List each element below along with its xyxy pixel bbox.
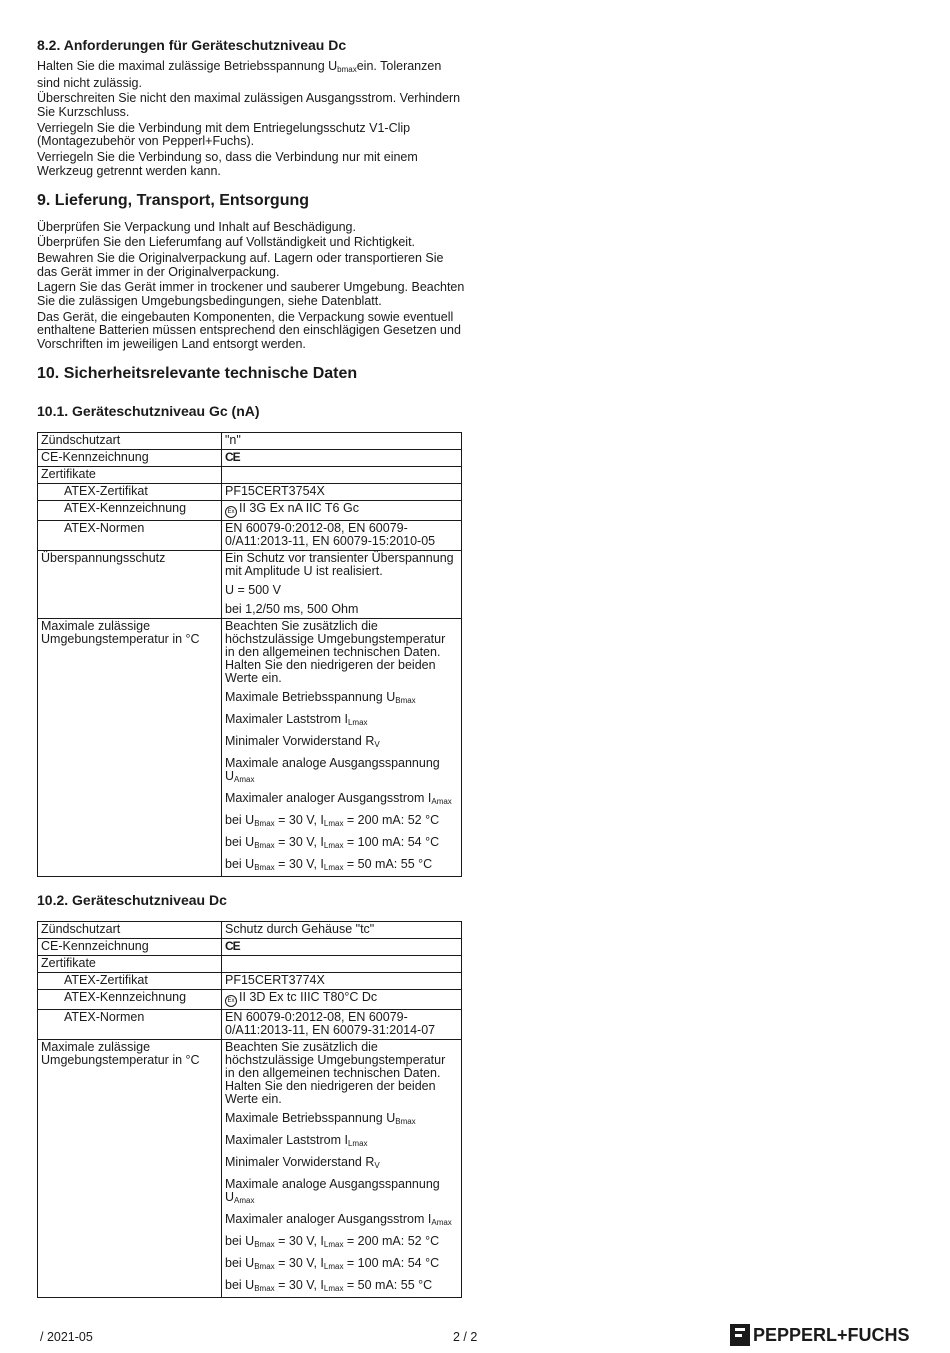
- table-row: [38, 432, 462, 449]
- table-value: [222, 1039, 462, 1297]
- subscript: Amax: [234, 774, 255, 784]
- table-key: Maximale zulässige Umgebungstemperatur in °C: [38, 618, 222, 876]
- text: Beachten Sie zusätzlich die höchstzulässige Umgebungstemperatur in den allgemeinen technischen Daten. Halten Sie den niedrigeren der beiden Werte ein.: [225, 618, 446, 685]
- table-row: [38, 500, 462, 520]
- paragraph: Das Gerät, die eingebauten Komponenten, die Verpackung sowie eventuell enthaltene Batterien müssen entsprechend den einschlägigen Gesetzen und Vorschriften im jeweiligen Land entsorgt werden.: [37, 309, 461, 351]
- text: = 30 V, I: [274, 856, 324, 871]
- text: = 100 mA: 54 °C: [343, 834, 440, 849]
- text: [225, 1213, 457, 1229]
- table-value: [222, 955, 462, 972]
- text: [225, 735, 457, 751]
- text: [225, 1279, 457, 1295]
- text: Minimaler Vorwiderstand R: [225, 1154, 375, 1169]
- subscript: Bmax: [254, 1261, 275, 1271]
- text: [225, 757, 457, 786]
- paragraph: Verriegeln Sie die Verbindung so, dass die Verbindung nur mit einem Werkzeug getrennt werden kann.: [37, 150, 418, 178]
- footer-date: / 2021-05: [40, 1330, 93, 1344]
- text: = 50 mA: 55 °C: [343, 1277, 433, 1292]
- table-value: EN 60079-0:2012-08, EN 60079-0/A11:2013-11, EN 60079-31:2014-07: [222, 1009, 462, 1039]
- subscript: Lmax: [347, 717, 368, 727]
- text: bei U: [225, 1277, 255, 1292]
- text: = 200 mA: 52 °C: [343, 812, 440, 827]
- section-8-2-heading: 8.2. Anforderungen für Geräteschutzniveau Dc: [37, 37, 347, 53]
- text: [225, 836, 457, 852]
- table-key: Zertifikate: [38, 955, 222, 972]
- table-value: Schutz durch Gehäuse "tc": [222, 921, 462, 938]
- subscript: Bmax: [254, 1283, 275, 1293]
- ce-mark-icon: CE: [225, 938, 240, 953]
- page-number: 2 / 2: [453, 1330, 478, 1344]
- text: Maximaler Laststrom I: [225, 711, 348, 726]
- text: = 30 V, I: [274, 1233, 324, 1248]
- table-value: [222, 449, 462, 466]
- section-9-heading: 9. Lieferung, Transport, Entsorgung: [37, 191, 310, 209]
- subscript: Bmax: [254, 840, 275, 850]
- table-row: [38, 989, 462, 1009]
- brand-logo: [730, 1323, 910, 1347]
- subscript: bmax: [337, 65, 357, 74]
- table-value: PF15CERT3754X: [222, 483, 462, 500]
- table-key: ATEX-Normen: [38, 1009, 222, 1039]
- subscript: Amax: [431, 796, 452, 806]
- table-key: ATEX-Normen: [38, 520, 222, 550]
- subscript: Bmax: [254, 862, 275, 872]
- document-body: [37, 36, 467, 1312]
- paragraph: Überschreiten Sie nicht den maximal zulässigen Ausgangsstrom. Verhindern Sie Kurzschluss.: [37, 91, 461, 119]
- text: Halten Sie die maximal zulässige Betriebsspannung U: [37, 59, 338, 73]
- table-key: Zündschutzart: [38, 921, 222, 938]
- text: Maximale Betriebsspannung U: [225, 689, 396, 704]
- text: [225, 1178, 457, 1207]
- text: Ein Schutz vor transienter Überspannung mit Amplitude U ist realisiert.: [225, 550, 454, 578]
- table-row: [38, 938, 462, 955]
- text: Maximaler analoger Ausgangsstrom I: [225, 1211, 432, 1226]
- subscript: Amax: [234, 1195, 255, 1205]
- table-key: ATEX-Kennzeichnung: [38, 989, 222, 1009]
- spec-table-dc: [37, 921, 462, 1298]
- text: ein. Toleranzen sind nicht zulässig.: [37, 59, 442, 90]
- section-10-1-heading: 10.1. Geräteschutzniveau Gc (nA): [37, 402, 260, 419]
- text: bei U: [225, 1255, 255, 1270]
- table-row: [38, 449, 462, 466]
- text: [225, 1257, 457, 1273]
- paragraph: Bewahren Sie die Originalverpackung auf. Lagern oder transportieren Sie das Gerät immer in der Originalverpackung.: [37, 251, 444, 279]
- subscript: Lmax: [347, 1138, 368, 1148]
- text: [225, 1134, 457, 1150]
- text: II 3D Ex tc IIIC T80°C Dc: [239, 989, 378, 1004]
- text: [225, 713, 457, 729]
- table-key: Zertifikate: [38, 466, 222, 483]
- text: Minimaler Vorwiderstand R: [225, 733, 375, 748]
- table-row: [38, 972, 462, 989]
- text: = 30 V, I: [274, 1277, 324, 1292]
- table-key: CE-Kennzeichnung: [38, 938, 222, 955]
- subscript: Lmax: [323, 1239, 344, 1249]
- paragraph: [37, 60, 467, 90]
- text: [225, 792, 457, 808]
- text: = 50 mA: 55 °C: [343, 856, 433, 871]
- table-value: [222, 550, 462, 618]
- logo-icon: [730, 1324, 750, 1346]
- section-10-heading: 10. Sicherheitsrelevante technische Daten: [37, 364, 358, 382]
- subscript: Bmax: [395, 1116, 416, 1126]
- paragraph: Verriegeln Sie die Verbindung mit dem Entriegelungsschutz V1-Clip (Montagezubehör von Pepperl+Fuchs).: [37, 120, 411, 149]
- text: = 200 mA: 52 °C: [343, 1233, 440, 1248]
- text: [225, 814, 457, 830]
- ex-mark-icon: Ex: [225, 995, 237, 1007]
- text: Beachten Sie zusätzlich die höchstzulässige Umgebungstemperatur in den allgemeinen technischen Daten. Halten Sie den niedrigeren der beiden Werte ein.: [225, 1039, 446, 1106]
- table-key: Zündschutzart: [38, 432, 222, 449]
- text: bei U: [225, 856, 255, 871]
- text: = 100 mA: 54 °C: [343, 1255, 440, 1270]
- table-value: [222, 938, 462, 955]
- table-row: [38, 520, 462, 550]
- text: bei 1,2/50 ms, 500 Ohm: [225, 601, 359, 616]
- text: = 30 V, I: [274, 812, 324, 827]
- ex-mark-icon: Ex: [225, 506, 237, 518]
- ce-mark-icon: CE: [225, 449, 240, 464]
- text: Maximale analoge Ausgangsspannung U: [225, 1176, 440, 1204]
- table-row: [38, 1009, 462, 1039]
- text: II 3G Ex nA IIC T6 Gc: [239, 500, 359, 515]
- text: bei U: [225, 834, 255, 849]
- text: Maximale analoge Ausgangsspannung U: [225, 755, 440, 783]
- table-row: [38, 921, 462, 938]
- text: [225, 1235, 457, 1251]
- text: Maximale Betriebsspannung U: [225, 1110, 396, 1125]
- spec-table-gc: [37, 432, 462, 877]
- text: = 30 V, I: [274, 834, 324, 849]
- table-value: [222, 618, 462, 876]
- text: bei U: [225, 812, 255, 827]
- subscript: Bmax: [254, 818, 275, 828]
- table-value: [222, 466, 462, 483]
- subscript: Lmax: [323, 840, 344, 850]
- table-key: ATEX-Kennzeichnung: [38, 500, 222, 520]
- text: Maximaler analoger Ausgangsstrom I: [225, 790, 432, 805]
- text: [225, 1156, 457, 1172]
- table-key: ATEX-Zertifikat: [38, 483, 222, 500]
- text: U = 500 V: [225, 582, 281, 597]
- table-row: [38, 550, 462, 618]
- table-row: [38, 618, 462, 876]
- text: = 30 V, I: [274, 1255, 324, 1270]
- table-value: "n": [222, 432, 462, 449]
- table-row: [38, 1039, 462, 1297]
- text: [225, 691, 457, 707]
- text: Maximaler Laststrom I: [225, 1132, 348, 1147]
- table-key: Überspannungsschutz: [38, 550, 222, 618]
- subscript: Lmax: [323, 862, 344, 872]
- table-row: [38, 483, 462, 500]
- subscript: Lmax: [323, 818, 344, 828]
- section-10-2-heading: 10.2. Geräteschutzniveau Dc: [37, 891, 227, 908]
- paragraph: Überprüfen Sie Verpackung und Inhalt auf Beschädigung.: [37, 219, 356, 234]
- subscript: Lmax: [323, 1261, 344, 1271]
- table-key: ATEX-Zertifikat: [38, 972, 222, 989]
- subscript: Bmax: [254, 1239, 275, 1249]
- subscript: V: [374, 1160, 380, 1170]
- table-row: [38, 955, 462, 972]
- subscript: Lmax: [323, 1283, 344, 1293]
- text: bei U: [225, 1233, 255, 1248]
- table-value: PF15CERT3774X: [222, 972, 462, 989]
- table-value: [222, 989, 462, 1009]
- paragraph: Überprüfen Sie den Lieferumfang auf Vollständigkeit und Richtigkeit.: [37, 235, 416, 250]
- table-key: CE-Kennzeichnung: [38, 449, 222, 466]
- text: [225, 858, 457, 874]
- paragraph: Lagern Sie das Gerät immer in trockener und sauberer Umgebung. Beachten Sie die zulässigen Umgebungsbedingungen, siehe Datenblatt.: [37, 280, 465, 309]
- text: [225, 1112, 457, 1128]
- subscript: Bmax: [395, 695, 416, 705]
- table-row: [38, 466, 462, 483]
- table-value: EN 60079-0:2012-08, EN 60079-0/A11:2013-11, EN 60079-15:2010-05: [222, 520, 462, 550]
- brand-name: PEPPERL+FUCHS: [753, 1324, 910, 1345]
- table-value: [222, 500, 462, 520]
- subscript: Amax: [431, 1217, 452, 1227]
- table-key: Maximale zulässige Umgebungstemperatur in °C: [38, 1039, 222, 1297]
- subscript: V: [374, 739, 380, 749]
